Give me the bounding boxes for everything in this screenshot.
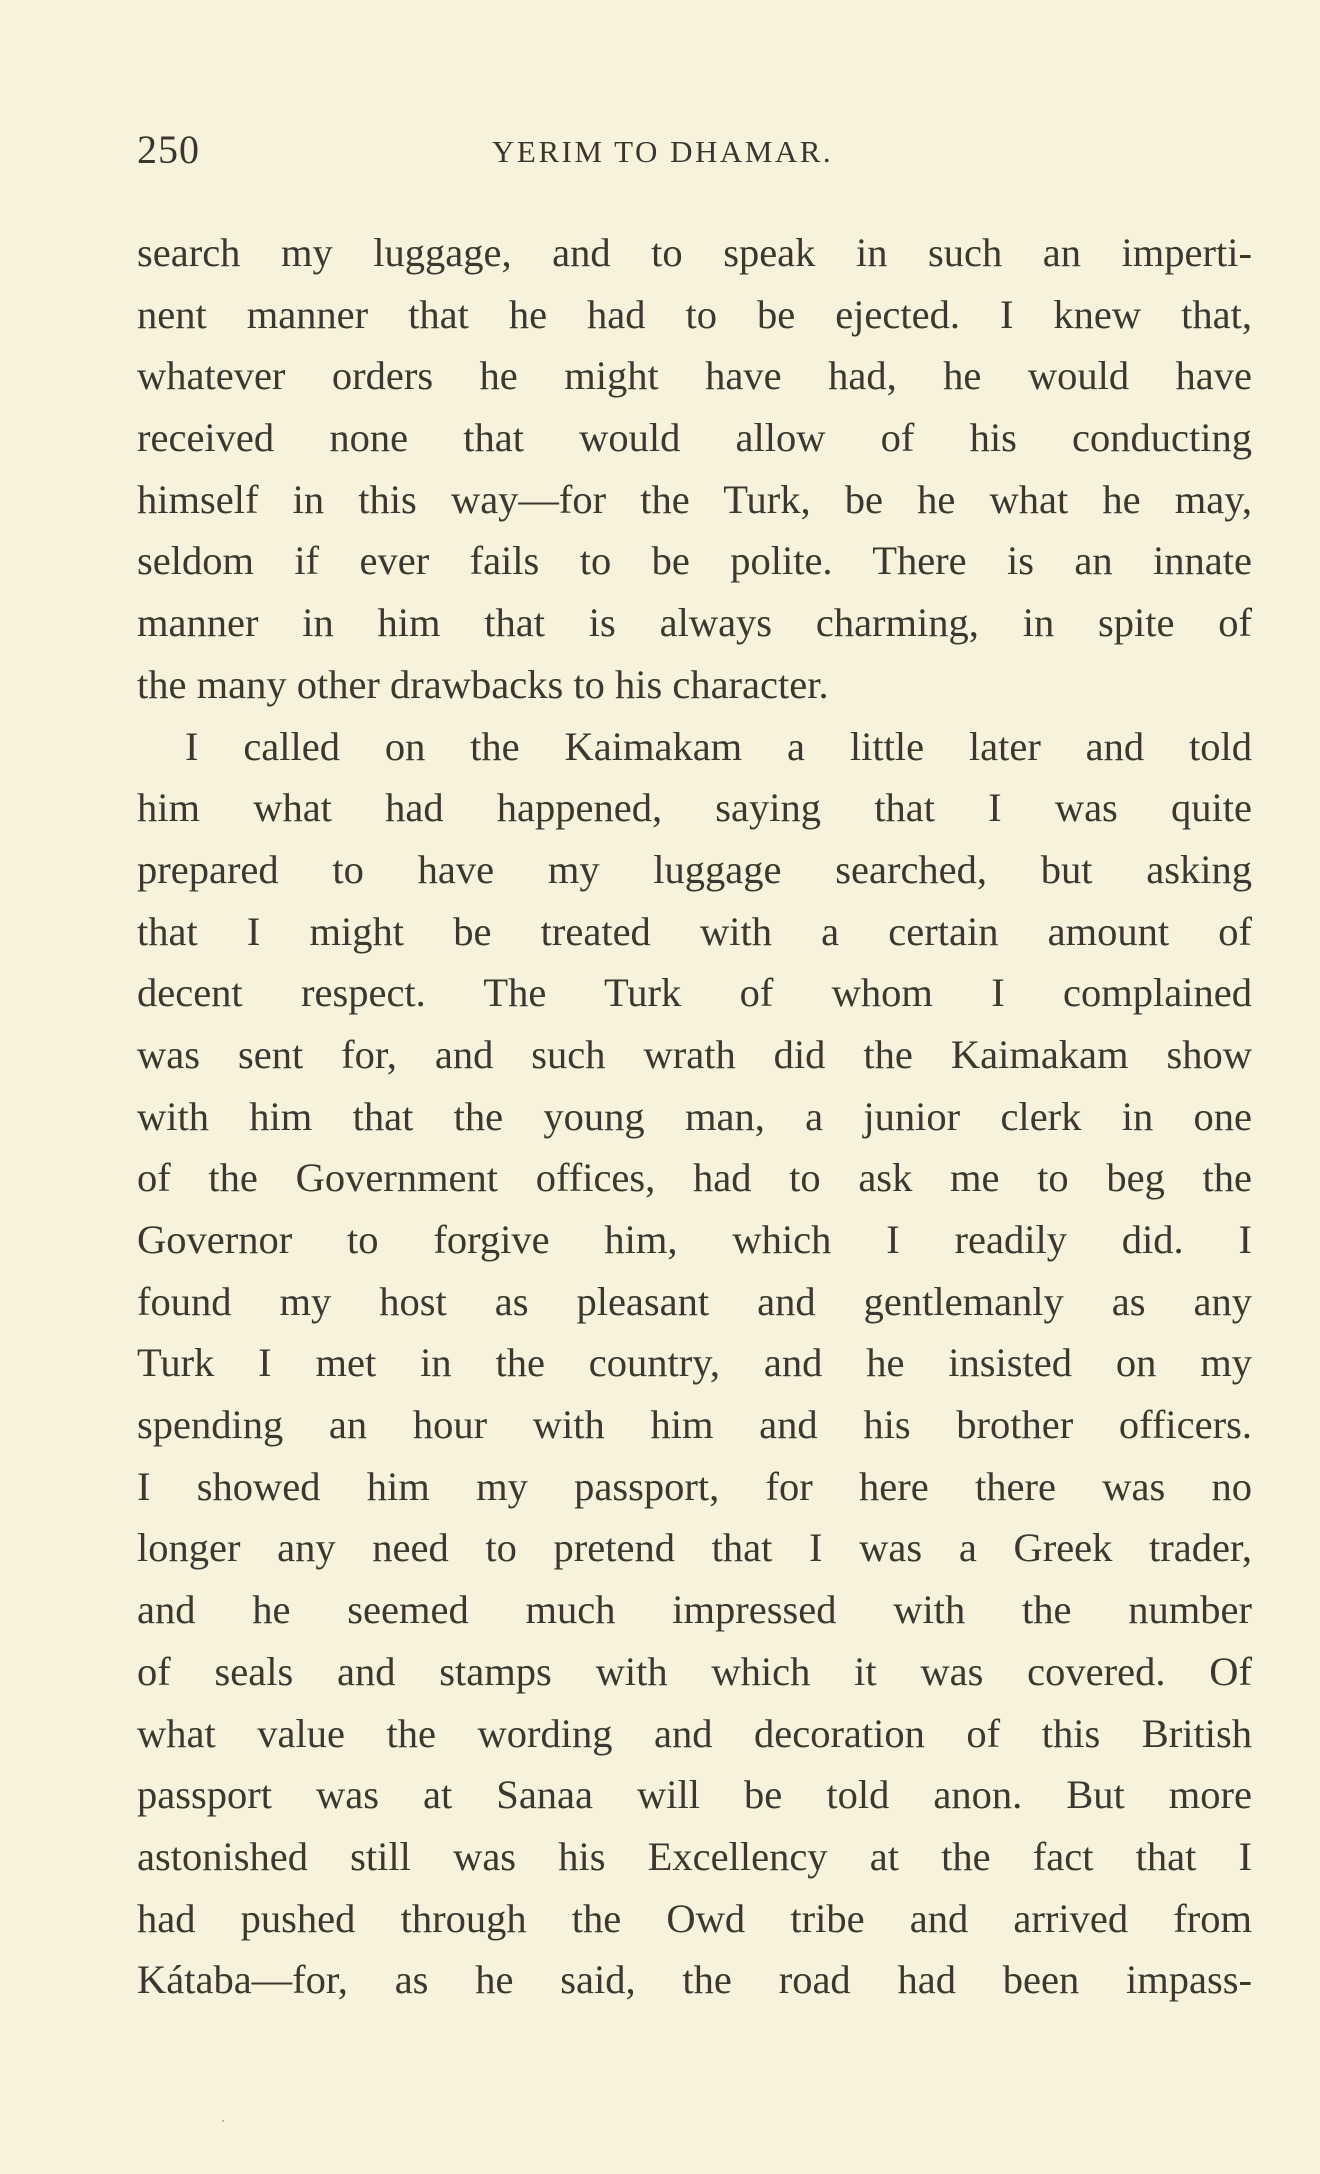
text-line: Kátaba—for, as he said, the road had been impass-: [137, 1957, 1252, 2003]
text-line: I showed him my passport, for here there was no: [137, 1463, 1252, 1509]
page-header: [137, 126, 1257, 176]
page-number: 250: [137, 127, 200, 172]
text-line: nent manner that he had to be ejected. I knew that,: [137, 291, 1252, 337]
text-line: whatever orders he might have had, he would have: [137, 353, 1252, 399]
text-line: and he seemed much impressed with the number: [137, 1587, 1252, 1633]
running-head: YERIM TO DHAMAR.: [492, 134, 834, 169]
text-line: that I might be treated with a certain amount of: [137, 908, 1252, 954]
text-line: astonished still was his Excellency at the fact that I: [137, 1833, 1252, 1879]
text-line: the many other drawbacks to his character.: [137, 661, 829, 707]
text-line: what value the wording and decoration of this British: [137, 1710, 1252, 1756]
text-line: received none that would allow of his conducting: [137, 415, 1252, 461]
text-line: of the Government offices, had to ask me to beg the: [137, 1155, 1252, 1201]
text-line: I called on the Kaimakam a little later and told: [185, 723, 1252, 769]
text-line: prepared to have my luggage searched, but asking: [137, 846, 1252, 892]
text-line: search my luggage, and to speak in such an imperti-: [137, 230, 1252, 275]
text-line: of seals and stamps with which it was covered. Of: [137, 1648, 1252, 1694]
text-line: Governor to forgive him, which I readily did. I: [137, 1217, 1252, 1262]
paper-speck: [222, 2120, 224, 2122]
text-line: had pushed through the Owd tribe and arrived from: [137, 1895, 1252, 1941]
text-line: spending an hour with him and his brother officers.: [137, 1402, 1252, 1448]
text-line: found my host as pleasant and gentlemanly as any: [137, 1278, 1252, 1324]
text-line: with him that the young man, a junior clerk in one: [137, 1093, 1252, 1139]
text-line: manner in him that is always charming, in spite of: [137, 600, 1252, 646]
text-line: was sent for, and such wrath did the Kaimakam show: [137, 1031, 1252, 1077]
text-line: himself in this way—for the Turk, be he what he may,: [137, 476, 1252, 522]
body-text: [137, 222, 1252, 2011]
text-line: him what had happened, saying that I was quite: [137, 785, 1252, 831]
text-line: passport was at Sanaa will be told anon. But more: [137, 1772, 1252, 1818]
text-line: longer any need to pretend that I was a Greek trader,: [137, 1525, 1252, 1571]
text-line: decent respect. The Turk of whom I complained: [137, 970, 1252, 1016]
text-line: seldom if ever fails to be polite. There is an innate: [137, 538, 1252, 584]
text-line: Turk I met in the country, and he insisted on my: [137, 1340, 1252, 1386]
